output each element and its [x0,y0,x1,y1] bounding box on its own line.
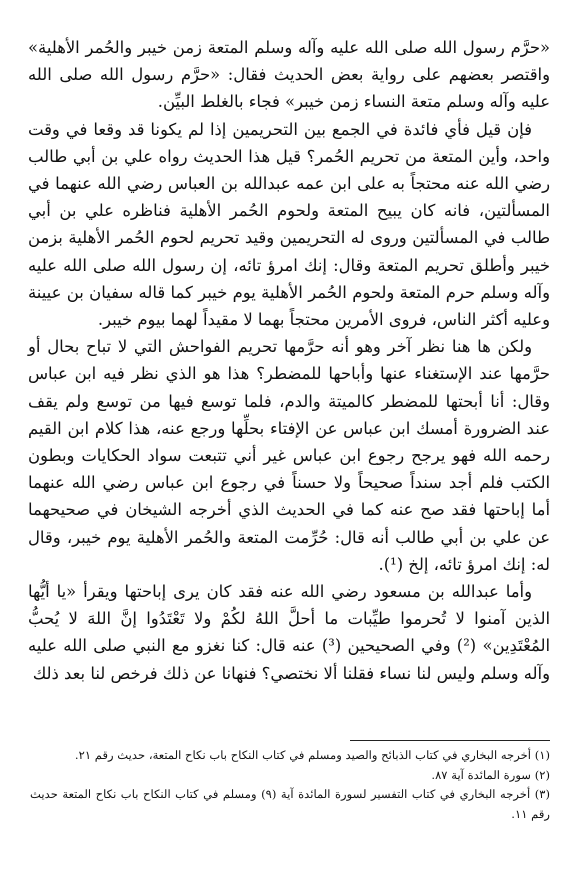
footnote-2: (٢) سورة المائدة آية ٨٧. [431,767,550,782]
footnote-1: (١) أخرجه البخاري في كتاب الذبائح والصيد ومسلم في كتاب النكاح باب نكاح المتعة، حديث رقم ٢١. [74,748,550,762]
paragraph-4: وأما عبدالله بن مسعود رضي الله عنه فقد كان يرى إباحتها ويقرأ «يا أيُّها الذين آمنوا لا تُحرموا طيِّبات ما أحلَّ اللهُ لكُمْ ولا تَعْتَدُوا إنَّ اللهَ لا يُحبُّ المُعْتَدِين» (²) وفي الصحيحين (³) عنه قال: كنا نغزو مع النبي صلى الله عليه وآله وسلم وليس لنا نساء فقلنا ألا نختصي؟ فنهانا عن ذلك فرخص لنا بعد ذلك [28,582,550,683]
paragraph-3: ولكن ها هنا نظر آخر وهو أنه حرَّمها تحريم الفواحش التي لا تباح بحال أو حرَّمها عند الإستغناء عنها وأباحها للمضطر؟ هذا هو الذي نظر فيه ابن عباس وقال: أنا أبحتها للمضطر كالميتة والدم، فلما توسع فيها من توسع ولم يقف عند الضرورة أمسك ابن عباس عن الإفتاء بحلِّها ورجع عنه، هذا كلام ابن القيم رحمه الله فهو يرجح رجوع ابن عباس غير أني تتبعت سواد الحكايات وبطون الكتب فلم أجد سنداً صحيحاً ولا حسناً في رجوع ابن عباس رضي الله عنهما أما إباحتها فقد صح عنه كما في الحديث الذي أخرجه الشيخان في صحيحهما عن علي بن أبي طالب أنه قال: حُرِّمت المتعة والحُمر الأهلية يوم خيبر، وقال له: إنك امرؤ تائه، إلخ (¹). [28,337,550,574]
main-text [28,34,550,687]
footnotes [30,746,550,824]
footnote-3: (٣) أخرجه البخاري في كتاب التفسير لسورة المائدة آية (٩) ومسلم في كتاب النكاح باب نكاح المتعة حديث رقم ١١. [30,787,550,821]
footnote-divider [350,740,550,741]
paragraph-2: فإن قيل فأي فائدة في الجمع بين التحريمين إذا لم يكونا قد وقعا في وقت واحد، وأين المتعة من تحريم الحُمر؟ قيل هذا الحديث رواه علي بن أبي طالب رضي الله عنه محتجاً به على ابن عمه عبدالله بن العباس رضي الله عنهما في المسألتين، فانه كان يبيح المتعة ولحوم الحُمر الأهلية فناظره علي بن أبي طالب في المسألتين وروى له التحريمين وقيد تحريم لحوم الحُمر الأهلية بزمن خيبر وأطلق تحريم المتعة وقال: إنك امرؤ تائه، إن رسول الله صلى الله عليه وآله وسلم حرم المتعة ولحوم الحُمر الأهلية يوم خيبر كما قاله سفيان بن عيينة وعليه أكثر الناس، فروى الأمرين محتجاً بهما لا مقيداً لهما بيوم خيبر. [28,119,550,330]
paragraph-1: «حرَّم رسول الله صلى الله عليه وآله وسلم المتعة زمن خيبر والحُمر الأهلية» واقتصر بعضهم على رواية بعض الحديث فقال: «حرَّم رسول الله صلى الله عليه وآله وسلم متعة النساء زمن خيبر» فجاء بالغلط البيِّن. [28,38,550,112]
